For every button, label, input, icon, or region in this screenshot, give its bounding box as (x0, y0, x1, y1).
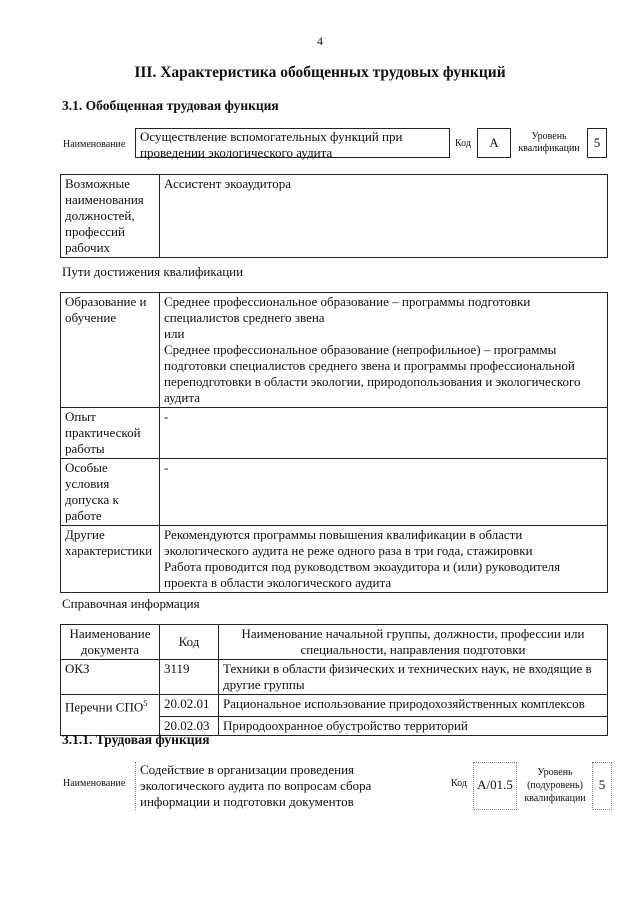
positions-label-line: Возможные (65, 176, 130, 191)
gtf-name-box (135, 128, 450, 158)
other-label (61, 526, 160, 593)
tf-name-label: Наименование (63, 778, 126, 789)
special-label-line: Особые (65, 460, 108, 475)
positions-label-line: рабочих (65, 240, 111, 255)
other-line: экологического аудита не реже одного раза в три года, стажировки (164, 543, 533, 558)
education-line: аудита (164, 390, 200, 405)
other-label-line: Другие (65, 527, 105, 542)
special-label-line: работе (65, 508, 102, 523)
tf-name-line: Содействие в организации проведения (140, 762, 355, 777)
gtf-name-label: Наименование (63, 139, 126, 150)
reference-table (60, 624, 608, 736)
tf-level-label (520, 766, 590, 805)
other-value (160, 526, 608, 593)
reference-heading: Справочная информация (62, 596, 200, 611)
tf-heading: 3.1.1. Трудовая функция (62, 732, 210, 747)
gtf-level-label (512, 131, 586, 155)
education-value (160, 293, 608, 408)
education-label-line: обучение (65, 310, 117, 325)
tf-level-label-line: Уровень (537, 767, 573, 778)
special-label (61, 459, 160, 526)
education-table (60, 292, 608, 459)
gtf-code-value: А (477, 128, 511, 158)
table-row (61, 660, 608, 695)
other-line: проекта в области экологического аудита (164, 575, 392, 590)
paths-heading: Пути достижения квалификации (62, 264, 244, 279)
other-line: Рекомендуются программы повышения квалификации в области (164, 527, 523, 542)
positions-table (60, 174, 608, 258)
reference-col-name-line: Наименование начальной группы, должности, профессии или (241, 626, 585, 641)
reference-col-name-line: специальности, направления подготовки (300, 642, 526, 657)
positions-label-line: должностей, (65, 208, 135, 223)
special-value: - (160, 459, 608, 526)
special-label-line: условия (65, 476, 110, 491)
reference-col-document (61, 625, 160, 660)
experience-label-line: работы (65, 441, 105, 456)
tf-name-line: экологического аудита по вопросам сбора (140, 778, 372, 793)
tf-code-value: A/01.5 (473, 762, 517, 810)
reference-col-document-line: документа (80, 642, 140, 657)
experience-label-line: практической (65, 425, 141, 440)
education-line: Среднее профессиональное образование (непрофильное) – программы (164, 342, 557, 357)
gtf-level-label-1: Уровень (531, 131, 567, 142)
special-label-line: допуска к (65, 492, 119, 507)
positions-value: Ассистент экоаудитора (160, 175, 608, 258)
education-line: специалистов среднего звена (164, 310, 325, 325)
reference-code: 20.02.01 (160, 695, 219, 717)
education-line: подготовки специалистов среднего звена и программы профессиональной (164, 358, 575, 373)
reference-name-line: другие группы (223, 677, 305, 692)
reference-name-line: Техники в области физических и технических наук, не входящие в (223, 661, 592, 676)
page-number: 4 (317, 34, 323, 48)
other-line: Работа проводится под руководством экоаудитора и (или) руководителя (164, 559, 561, 574)
reference-col-code: Код (160, 625, 219, 660)
conditions-table (60, 458, 608, 593)
reference-doc: ОКЗ (61, 660, 160, 695)
reference-code: 20.02.03 (160, 716, 219, 735)
tf-name-box (135, 762, 450, 810)
gtf-heading: 3.1. Обобщенная трудовая функция (62, 98, 279, 113)
tf-level-label-line: (подуровень) (527, 780, 583, 791)
reference-doc (61, 695, 160, 717)
experience-label (61, 408, 160, 459)
footnote-marker: 5 (143, 699, 148, 708)
gtf-level-value: 5 (587, 128, 607, 158)
education-line: Среднее профессиональное образование – программы подготовки (164, 294, 531, 309)
gtf-level-label-2: квалификации (518, 143, 580, 154)
positions-label (61, 175, 160, 258)
education-line: переподготовки в области экологии, природопользования и экологического (164, 374, 581, 389)
other-label-line: характеристики (65, 543, 153, 558)
positions-label-line: профессий (65, 224, 125, 239)
reference-name (219, 660, 608, 695)
gtf-name-line-1: Осуществление вспомогательных функций при (140, 129, 403, 144)
reference-doc-text: Перечни СПО (65, 699, 144, 715)
education-line: или (164, 326, 185, 341)
tf-code-label: Код (451, 778, 467, 789)
reference-code: 3119 (160, 660, 219, 695)
tf-name-line: информации и подготовки документов (140, 794, 354, 809)
experience-value: - (160, 408, 608, 459)
education-label-line: Образование и (65, 294, 147, 309)
reference-col-name (219, 625, 608, 660)
gtf-name-line-2: проведении экологического аудита (140, 145, 333, 160)
tf-level-value: 5 (592, 762, 612, 810)
reference-name: Природоохранное обустройство территорий (219, 716, 608, 735)
table-row (61, 695, 608, 717)
tf-level-label-line: квалификации (524, 793, 586, 804)
section-title: III. Характеристика обобщенных трудовых функций (134, 64, 506, 81)
education-label (61, 293, 160, 408)
experience-label-line: Опыт (65, 409, 96, 424)
reference-col-document-line: Наименование (69, 626, 151, 641)
gtf-code-label: Код (455, 138, 471, 149)
positions-label-line: наименования (65, 192, 144, 207)
reference-name: Рациональное использование природохозяйственных комплексов (219, 695, 608, 717)
